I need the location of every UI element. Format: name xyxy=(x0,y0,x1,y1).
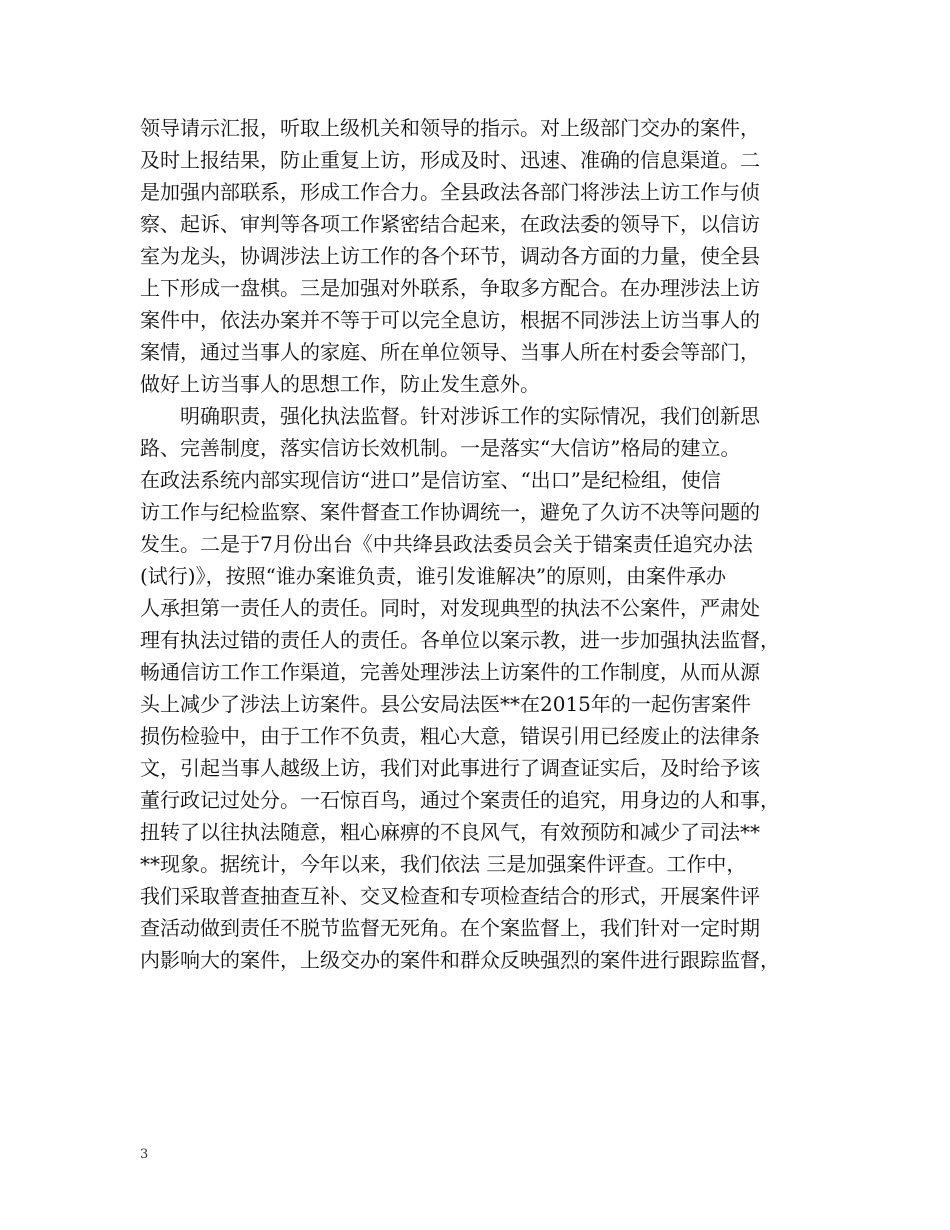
text-line: 案件中，依法办案并不等于可以完全息访，根据不同涉法上访当事人的 xyxy=(140,308,760,332)
text-line: 案情，通过当事人的家庭、所在单位领导、当事人所在村委会等部门， xyxy=(140,340,760,364)
text-line: 是加强内部联系，形成工作合力。全县政法各部门将涉法上访工作与侦 xyxy=(140,180,760,204)
text-line: **现象。据统计，今年以来，我们依法 三是加强案件评查。工作中， xyxy=(140,852,747,876)
text-line: 发生。二是于7月份出台《中共绛县政法委员会关于错案责任追究办法 xyxy=(140,532,753,556)
text-line: 领导请示汇报，听取上级机关和领导的指示。对上级部门交办的案件， xyxy=(140,116,760,140)
text-line: 损伤检验中，由于工作不负责，粗心大意，错误引用已经废止的法律条 xyxy=(140,724,760,748)
body-text xyxy=(140,112,840,976)
text-line: 做好上访当事人的思想工作，防止发生意外。 xyxy=(140,372,540,396)
text-line: 畅通信访工作工作渠道，完善处理涉法上访案件的工作制度，从而从源 xyxy=(140,660,760,684)
paragraph-start-line: 明确职责，强化执法监督。针对涉诉工作的实际情况，我们创新思 xyxy=(180,404,760,428)
page-number: 3 xyxy=(140,1147,149,1162)
text-line: (试行)》，按照“谁办案谁负责，谁引发谁解决”的原则，由案件承办 xyxy=(140,564,727,588)
text-line: 及时上报结果，防止重复上访，形成及时、迅速、准确的信息渠道。二 xyxy=(140,148,760,172)
text-line: 查活动做到责任不脱节监督无死角。在个案监督上，我们针对一定时期 xyxy=(140,916,760,940)
text-line: 内影响大的案件，上级交办的案件和群众反映强烈的案件进行跟踪监督， xyxy=(140,948,780,972)
text-line: 理有执法过错的责任人的责任。各单位以案示教，进一步加强执法监督， xyxy=(140,628,780,652)
text-line: 人承担第一责任人的责任。同时，对发现典型的执法不公案件，严肃处 xyxy=(140,596,760,620)
text-line: 路、完善制度，落实信访长效机制。一是落实“大信访”格局的建立。 xyxy=(140,436,741,460)
text-line: 扭转了以往执法随意，粗心麻痹的不良风气，有效预防和减少了司法** xyxy=(140,820,760,844)
text-line: 室为龙头，协调涉法上访工作的各个环节，调动各方面的力量，使全县 xyxy=(140,244,760,268)
text-line: 董行政记过处分。一石惊百鸟，通过个案责任的追究，用身边的人和事， xyxy=(140,788,780,812)
text-line: 头上减少了涉法上访案件。县公安局法医**在2015年的一起伤害案件 xyxy=(140,692,751,716)
text-line: 我们采取普查抽查互补、交叉检查和专项检查结合的形式，开展案件评 xyxy=(140,884,760,908)
text-line: 察、起诉、审判等各项工作紧密结合起来，在政法委的领导下，以信访 xyxy=(140,212,760,236)
text-line: 上下形成一盘棋。三是加强对外联系，争取多方配合。在办理涉法上访 xyxy=(140,276,760,300)
text-line: 文，引起当事人越级上访，我们对此事进行了调查证实后，及时给予该 xyxy=(140,756,760,780)
text-line: 在政法系统内部实现信访“进口”是信访室、“出口”是纪检组，使信 xyxy=(140,468,721,492)
text-line: 访工作与纪检监察、案件督查工作协调统一，避免了久访不决等问题的 xyxy=(140,500,760,524)
